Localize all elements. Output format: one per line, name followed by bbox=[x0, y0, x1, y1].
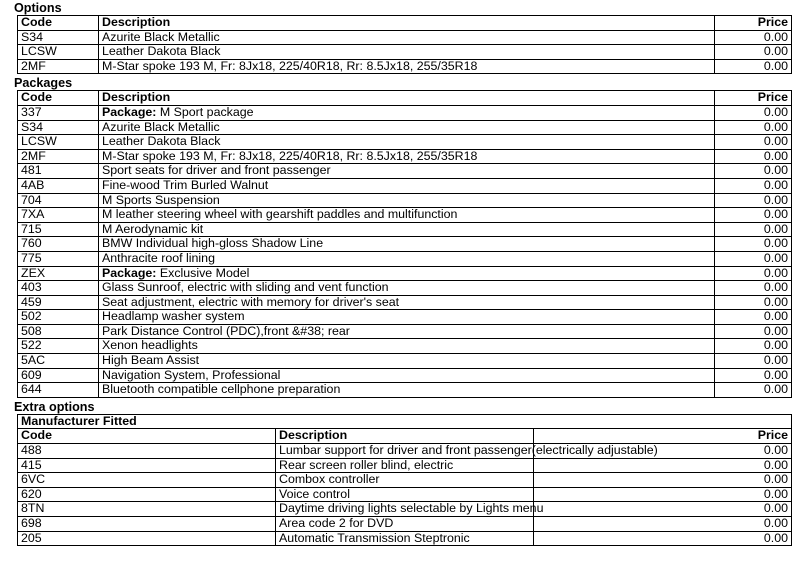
option-description: M leather steering wheel with gearshift paddles and multifunction bbox=[102, 207, 458, 222]
option-code: 522 bbox=[18, 339, 99, 354]
option-price: 0.00 bbox=[534, 502, 792, 517]
option-price: 0.00 bbox=[715, 149, 792, 164]
option-description: Voice control bbox=[279, 486, 350, 501]
option-code: 459 bbox=[18, 295, 99, 310]
option-description: Lumbar support for driver and front passenger(electrically adjustable) bbox=[279, 443, 658, 458]
option-code: 502 bbox=[18, 310, 99, 325]
table-row bbox=[18, 444, 792, 459]
option-description: Navigation System, Professional bbox=[102, 367, 281, 382]
option-description-cell bbox=[99, 266, 715, 281]
code-header: Code bbox=[18, 429, 276, 444]
table-row bbox=[18, 487, 792, 502]
option-description-cell bbox=[99, 383, 715, 398]
extra-options-title: Extra options bbox=[14, 399, 95, 414]
option-description-cell bbox=[276, 473, 534, 488]
table-row bbox=[18, 281, 792, 296]
option-description-cell bbox=[99, 59, 715, 74]
option-code: LCSW bbox=[18, 135, 99, 150]
option-description: Area code 2 for DVD bbox=[279, 516, 394, 530]
option-description-cell bbox=[99, 354, 715, 369]
option-price: 0.00 bbox=[715, 266, 792, 281]
description-header: Description bbox=[276, 429, 534, 444]
option-code: 698 bbox=[18, 517, 276, 532]
option-price: 0.00 bbox=[715, 310, 792, 325]
option-description-cell bbox=[99, 30, 715, 45]
table-row bbox=[18, 208, 792, 223]
table-row bbox=[18, 105, 792, 120]
option-description: Leather Dakota Black bbox=[102, 44, 221, 59]
table-row bbox=[18, 383, 792, 398]
manufacturer-fitted-heading: Manufacturer Fitted bbox=[18, 414, 792, 429]
package-label: Package: bbox=[102, 265, 157, 280]
option-description: Bluetooth compatible cellphone preparation bbox=[102, 382, 341, 397]
option-description: Automatic Transmission Steptronic bbox=[279, 530, 470, 545]
table-row bbox=[18, 120, 792, 135]
option-description-cell bbox=[99, 164, 715, 179]
table-row bbox=[18, 339, 792, 354]
option-description-cell bbox=[99, 339, 715, 354]
table-header-row bbox=[18, 429, 792, 444]
option-description-cell bbox=[99, 178, 715, 193]
option-code: 481 bbox=[18, 164, 99, 179]
price-header: Price bbox=[534, 429, 792, 444]
table-row bbox=[18, 310, 792, 325]
option-price: 0.00 bbox=[534, 458, 792, 473]
option-description-cell bbox=[99, 149, 715, 164]
option-code: LCSW bbox=[18, 45, 99, 60]
option-description: High Beam Assist bbox=[102, 353, 200, 368]
table-row bbox=[18, 193, 792, 208]
option-code: 760 bbox=[18, 237, 99, 252]
table-row bbox=[18, 30, 792, 45]
option-price: 0.00 bbox=[715, 105, 792, 120]
option-description: M Aerodynamic kit bbox=[102, 221, 204, 236]
option-price: 0.00 bbox=[715, 135, 792, 150]
option-description: Leather Dakota Black bbox=[102, 134, 221, 149]
option-description-cell bbox=[99, 368, 715, 383]
option-price: 0.00 bbox=[715, 237, 792, 252]
option-description-cell bbox=[99, 251, 715, 266]
option-description-cell bbox=[276, 443, 658, 459]
table-header-row bbox=[18, 16, 792, 31]
option-price: 0.00 bbox=[534, 444, 792, 459]
option-description-cell bbox=[276, 531, 534, 546]
option-description-cell bbox=[99, 310, 715, 325]
option-price: 0.00 bbox=[715, 383, 792, 398]
option-price: 0.00 bbox=[534, 531, 792, 546]
option-description: Seat adjustment, electric with memory for driver's seat bbox=[102, 294, 400, 309]
option-code: ZEX bbox=[18, 266, 99, 281]
option-code: 5AC bbox=[18, 354, 99, 369]
option-description-cell bbox=[99, 105, 715, 120]
option-description-cell bbox=[99, 135, 715, 150]
option-price: 0.00 bbox=[715, 324, 792, 339]
table-row bbox=[18, 149, 792, 164]
option-description-cell bbox=[99, 120, 715, 135]
option-description: Azurite Black Metallic bbox=[102, 29, 220, 44]
option-description: Exclusive Model bbox=[156, 265, 250, 280]
option-code: 704 bbox=[18, 193, 99, 208]
packages-table bbox=[17, 90, 792, 397]
option-description: M Sport package bbox=[156, 104, 254, 119]
package-label: Package: bbox=[102, 104, 157, 119]
option-description-cell bbox=[99, 324, 715, 339]
option-code: S34 bbox=[18, 120, 99, 135]
option-code: 2MF bbox=[18, 149, 99, 164]
description-header: Description bbox=[99, 16, 715, 31]
price-header: Price bbox=[715, 16, 792, 31]
option-description-cell bbox=[276, 458, 534, 473]
option-price: 0.00 bbox=[715, 354, 792, 369]
option-description: Azurite Black Metallic bbox=[102, 119, 220, 134]
option-code: 337 bbox=[18, 105, 99, 120]
table-row bbox=[18, 324, 792, 339]
option-code: 508 bbox=[18, 324, 99, 339]
table-row bbox=[18, 502, 792, 517]
option-code: 715 bbox=[18, 222, 99, 237]
option-price: 0.00 bbox=[534, 473, 792, 488]
subheading-row bbox=[18, 414, 792, 429]
option-code: S34 bbox=[18, 30, 99, 45]
extra-options-table bbox=[17, 414, 792, 546]
option-price: 0.00 bbox=[715, 208, 792, 223]
option-description: BMW Individual high-gloss Shadow Line bbox=[102, 236, 324, 251]
option-description: Sport seats for driver and front passenger bbox=[102, 163, 331, 178]
option-price: 0.00 bbox=[715, 59, 792, 74]
option-price: 0.00 bbox=[715, 251, 792, 266]
table-row bbox=[18, 354, 792, 369]
table-row bbox=[18, 531, 792, 546]
option-code: 4AB bbox=[18, 178, 99, 193]
option-price: 0.00 bbox=[715, 120, 792, 135]
table-row bbox=[18, 251, 792, 266]
option-code: 644 bbox=[18, 383, 99, 398]
option-description: Xenon headlights bbox=[102, 338, 198, 353]
option-price: 0.00 bbox=[715, 178, 792, 193]
option-price: 0.00 bbox=[534, 487, 792, 502]
option-description: Park Distance Control (PDC),front &#38; rear bbox=[102, 323, 350, 338]
option-description-cell bbox=[99, 208, 715, 223]
option-description: Rear screen roller blind, electric bbox=[279, 457, 454, 472]
option-description-cell bbox=[99, 237, 715, 252]
option-description-cell bbox=[99, 281, 715, 296]
code-header: Code bbox=[18, 91, 99, 106]
option-price: 0.00 bbox=[534, 517, 792, 532]
option-code: 415 bbox=[18, 458, 276, 473]
table-row bbox=[18, 295, 792, 310]
option-description: M-Star spoke 193 M, Fr: 8Jx18, 225/40R18, Rr: 8.5Jx18, 255/35R18 bbox=[102, 58, 478, 73]
option-description: M Sports Suspension bbox=[102, 192, 220, 207]
option-price: 0.00 bbox=[715, 45, 792, 60]
option-description-cell bbox=[276, 517, 534, 532]
option-code: 6VC bbox=[18, 473, 276, 488]
option-description: Headlamp washer system bbox=[102, 309, 245, 324]
option-price: 0.00 bbox=[715, 193, 792, 208]
option-description-cell bbox=[99, 193, 715, 208]
table-row bbox=[18, 222, 792, 237]
option-description: Glass Sunroof, electric with sliding and vent function bbox=[102, 280, 389, 295]
option-description-cell bbox=[99, 295, 715, 310]
option-description: Combox controller bbox=[279, 472, 380, 487]
option-code: 620 bbox=[18, 487, 276, 502]
options-table bbox=[17, 15, 792, 74]
option-code: 609 bbox=[18, 368, 99, 383]
table-row bbox=[18, 178, 792, 193]
price-header: Price bbox=[715, 91, 792, 106]
table-row bbox=[18, 164, 792, 179]
option-code: 205 bbox=[18, 531, 276, 546]
option-description: Fine-wood Trim Burled Walnut bbox=[102, 177, 269, 192]
option-description-cell bbox=[276, 487, 534, 502]
option-code: 8TN bbox=[18, 502, 276, 517]
option-description: Daytime driving lights selectable by Lights menu bbox=[279, 501, 544, 516]
table-row bbox=[18, 458, 792, 473]
table-row bbox=[18, 266, 792, 281]
option-description: M-Star spoke 193 M, Fr: 8Jx18, 225/40R18, Rr: 8.5Jx18, 255/35R18 bbox=[102, 148, 478, 163]
table-row bbox=[18, 135, 792, 150]
packages-title: Packages bbox=[14, 76, 73, 91]
table-row bbox=[18, 237, 792, 252]
option-code: 7XA bbox=[18, 208, 99, 223]
option-description-cell bbox=[99, 45, 715, 60]
options-title: Options bbox=[14, 1, 62, 15]
description-header: Description bbox=[99, 91, 715, 106]
table-row bbox=[18, 45, 792, 60]
option-code: 775 bbox=[18, 251, 99, 266]
table-header-row bbox=[18, 91, 792, 106]
table-row bbox=[18, 517, 792, 532]
option-price: 0.00 bbox=[715, 164, 792, 179]
option-description-cell bbox=[276, 501, 544, 517]
option-price: 0.00 bbox=[715, 30, 792, 45]
option-description-cell bbox=[99, 222, 715, 237]
option-price: 0.00 bbox=[715, 368, 792, 383]
option-code: 2MF bbox=[18, 59, 99, 74]
option-price: 0.00 bbox=[715, 281, 792, 296]
option-description: Anthracite roof lining bbox=[102, 250, 215, 265]
option-code: 403 bbox=[18, 281, 99, 296]
table-row bbox=[18, 368, 792, 383]
code-header: Code bbox=[18, 16, 99, 31]
option-price: 0.00 bbox=[715, 222, 792, 237]
table-row bbox=[18, 59, 792, 74]
option-price: 0.00 bbox=[715, 295, 792, 310]
option-code: 488 bbox=[18, 444, 276, 459]
table-row bbox=[18, 473, 792, 488]
option-price: 0.00 bbox=[715, 339, 792, 354]
